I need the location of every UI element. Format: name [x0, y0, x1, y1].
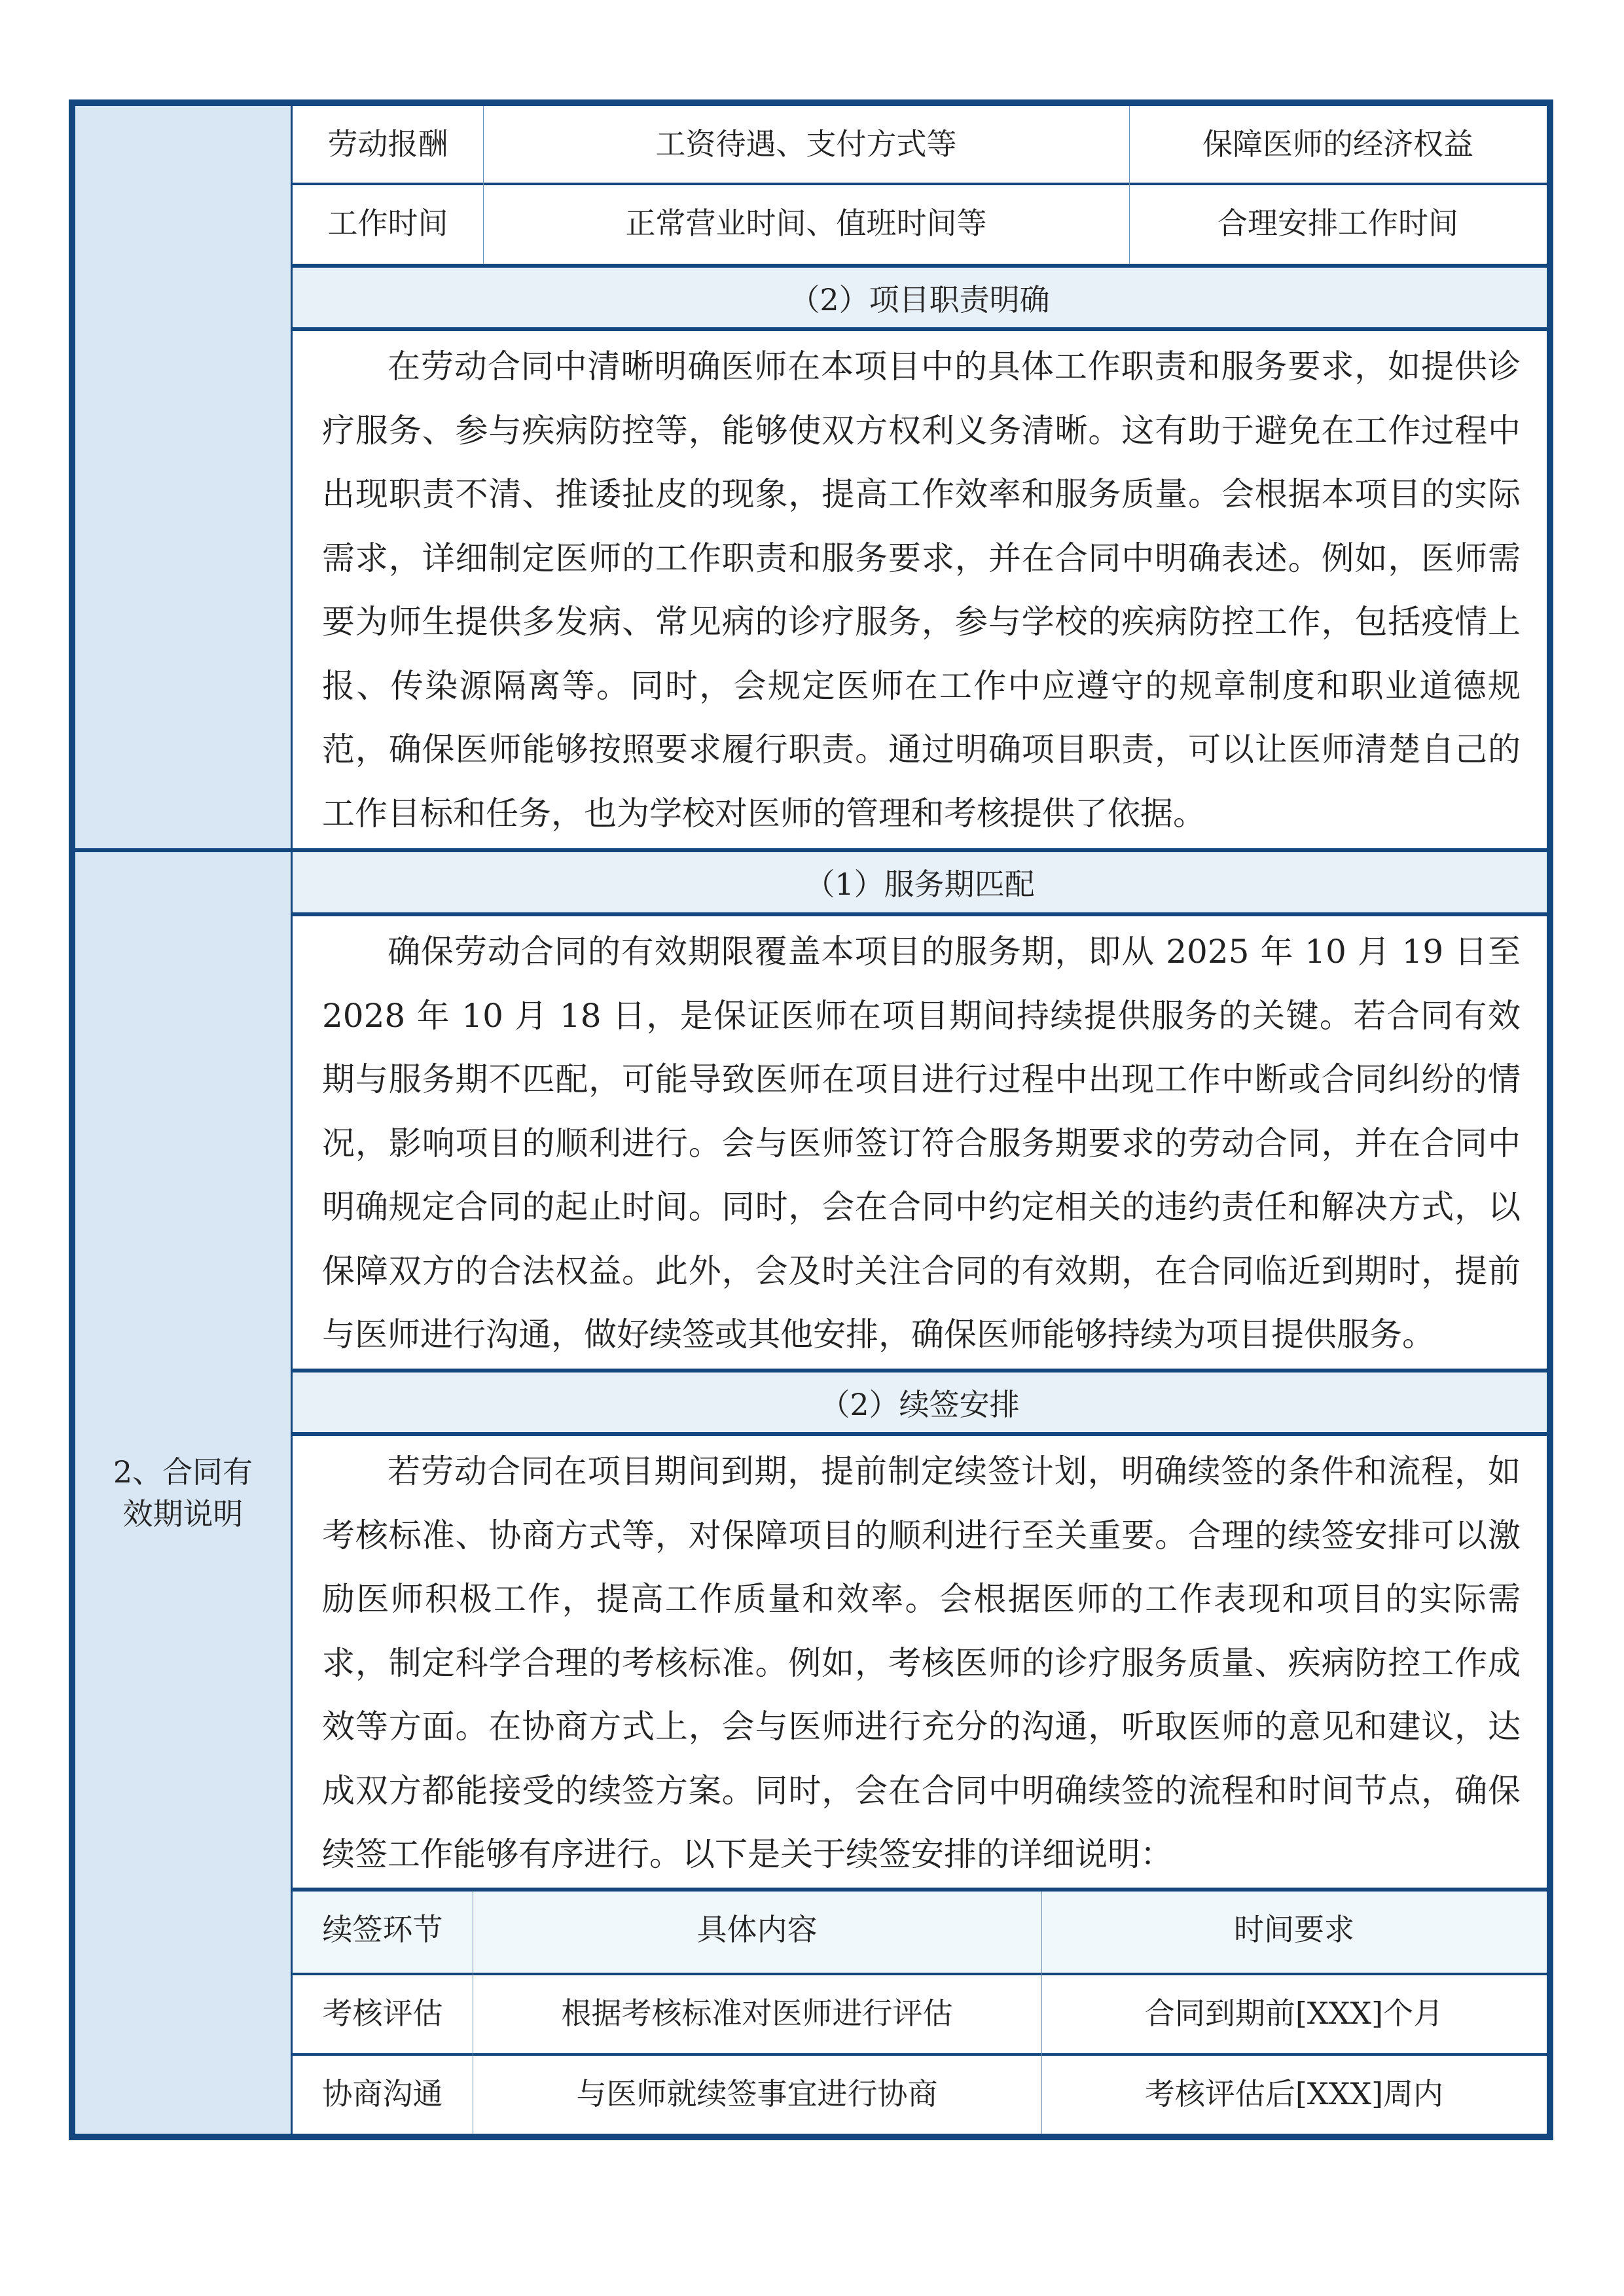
column-header [293, 1892, 473, 1974]
header-text: 续签环节 [322, 1912, 443, 1947]
section-paragraph: 确保劳动合同的有效期限覆盖本项目的服务期，即从 2025 年 10 月 19 日至 2028 年 10 月 18 日，是保证医师在项目期间持续提供服务的关键。若合同有效期与服务期不匹配，可能导致医师在项目进行过程中出现工作中断或合同纠纷的情况，影响项目的顺利进行。会与医师签订符合服务期要求的劳动合同，并在合同中明确规定合同的起止时间。同时，会在合同中约定相关的违约责任和解决方式，以保障双方的合法权益。此外，会及时关注合同的有效期，在合同临近到期时，提前与医师进行沟通，做好续签或其他安排，确保医师能够持续为项目提供服务。 [322, 933, 1521, 1354]
divider [1129, 106, 1130, 264]
cell-purpose: 保障医师的经济权益 [1202, 126, 1473, 162]
cell-time: 考核评估后[XXX]周内 [1144, 2076, 1444, 2111]
column-header [1041, 1892, 1547, 1974]
cell-item: 劳动报酬 [327, 126, 448, 162]
section-paragraph: 若劳动合同在项目期间到期，提前制定续签计划，明确续签的条件和流程，如考核标准、协商方式等，对保障项目的顺利进行至关重要。合理的续签安排可以激励医师积极工作，提高工作质量和效率。会根据医师的工作表现和项目的实际需求，制定科学合理的考核标准。例如，考核医师的诊疗服务质量、疾病防控工作成效等方面。在协商方式上，会与医师进行充分的沟通，听取医师的意见和建议，达成双方都能接受的续签方案。同时，会在合同中明确续签的流程和时间节点，确保续签工作能够有序进行。以下是关于续签安排的详细说明： [322, 1452, 1521, 1873]
divider [1041, 1892, 1042, 2134]
table-row-cell [473, 2056, 1041, 2134]
heading-text: （2）项目职责明确 [789, 282, 1050, 317]
table-row-cell [1129, 106, 1547, 185]
side-label-cell [75, 852, 291, 2134]
table-row-cell [293, 106, 483, 185]
section-paragraph: 在劳动合同中清晰明确医师在本项目中的具体工作职责和服务要求，如提供诊疗服务、参与疾病防控等，能够使双方权利义务清晰。这有助于避免在工作过程中出现职责不清、推诿扯皮的现象，提高工作效率和服务质量。会根据本项目的实际需求，详细制定医师的工作职责和服务要求，并在合同中明确表述。例如，医师需要为师生提供多发病、常见病的诊疗服务，参与学校的疾病防控工作，包括疫情上报、传染源隔离等。同时，会规定医师在工作中应遵守的规章制度和职业道德规范，确保医师能够按照要求履行职责。通过明确项目职责，可以让医师清楚自己的工作目标和任务，也为学校对医师的管理和考核提供了依据。 [322, 348, 1521, 833]
heading-text: （2）续签安排 [820, 1387, 1020, 1422]
cell-step: 考核评估 [322, 1996, 443, 2031]
cell-content: 正常营业时间、值班时间等 [625, 206, 987, 241]
divider [483, 106, 484, 264]
heading-text: （1）服务期匹配 [804, 867, 1035, 902]
section-heading [293, 1372, 1547, 1433]
cell-content: 根据考核标准对医师进行评估 [561, 1996, 953, 2031]
left-column-top [75, 106, 291, 849]
header-text: 具体内容 [696, 1912, 818, 1947]
table-row-cell [473, 1975, 1041, 2054]
side-label: 2、合同有效期说明 [113, 1454, 253, 1532]
table-row-cell [293, 2056, 473, 2134]
table-row-cell [483, 185, 1129, 264]
cell-item: 工作时间 [327, 206, 448, 241]
cell-content: 与医师就续签事宜进行协商 [576, 2076, 938, 2111]
cell-step: 协商沟通 [322, 2076, 443, 2111]
section-heading [293, 852, 1547, 912]
section-heading [293, 268, 1547, 328]
column-header [473, 1892, 1041, 1974]
cell-time: 合同到期前[XXX]个月 [1144, 1996, 1444, 2031]
cell-content: 工资待遇、支付方式等 [655, 126, 957, 162]
table-row-cell [1129, 185, 1547, 264]
table-row-cell [293, 1975, 473, 2054]
table-row-cell [1041, 1975, 1547, 2054]
table-row-cell [1041, 2056, 1547, 2134]
table-row-cell [293, 185, 483, 264]
table-row-cell [483, 106, 1129, 185]
cell-purpose: 合理安排工作时间 [1218, 206, 1458, 241]
header-text: 时间要求 [1234, 1912, 1354, 1947]
